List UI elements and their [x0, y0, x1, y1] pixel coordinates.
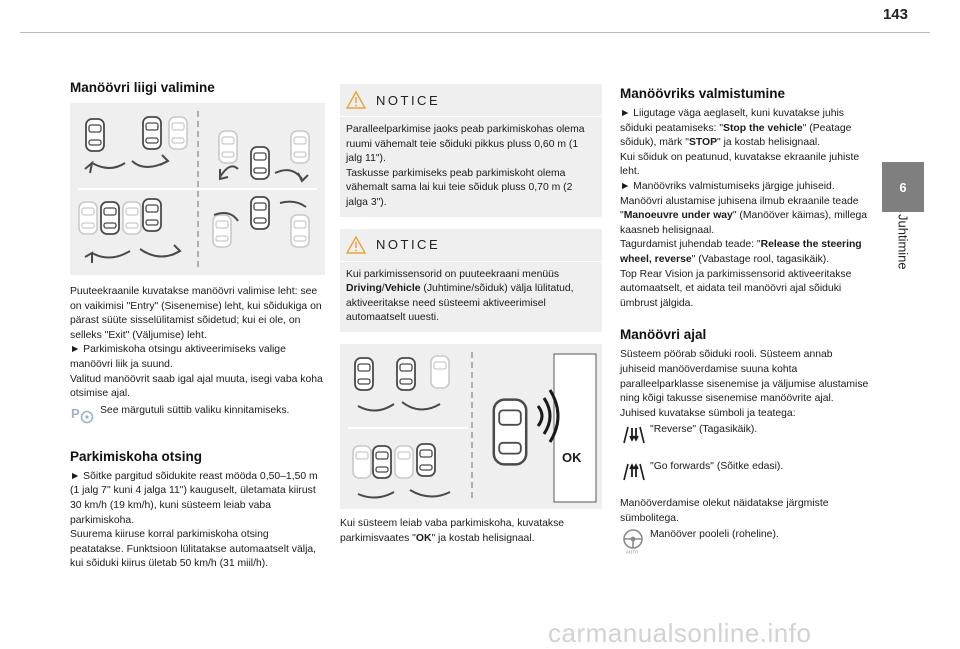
- symbol-row-confirm: [70, 404, 325, 429]
- paragraph-reverse-guidance: Tagurdamist juhendab teade: "Release the steering wheel, reverse" (Vabastage rool, tagasikäik).: [620, 239, 862, 265]
- symbol-row-reverse: [620, 423, 870, 450]
- notice-text-pocket: Taskusse parkimiseks peab parkimiskoht olema vähemalt sama lai kui teie sõiduk pluss 0,70 m (2 jalga 3").: [346, 167, 573, 208]
- paragraph-stop-instruction: ► Liigutage väga aeglaselt, kuni kuvatakse juhis sõiduki peatamiseks: "Stop the vehicle" (Peatage sõiduk), märk "STOP" ja kostab helisignaal.: [620, 108, 852, 149]
- notice-text-sensors: Kui parkimissensorid on puuteekraani menüüs Driving/Vehicle (Juhtimine/sõiduk) välja lülitatud, aktiveeritakse need süsteemi aktiveerimisel automaatselt uuesti.: [346, 268, 574, 324]
- ok-label: OK: [562, 449, 582, 465]
- symbol-text-in-progress: Manööver pooleli (roheline).: [650, 529, 779, 541]
- figure-space-found: [340, 344, 602, 509]
- park-assist-indicator-icon: [70, 404, 100, 429]
- notice-text-parallel: Paralleelparkimise jaoks peab parkimiskohas olema ruumi vähemalt teie sõiduki pikkus pluss 0,60 m (1 jalg 11").: [346, 124, 585, 165]
- paragraph-manoeuvre-start: Manöövri alustamise juhisena ilmub ekraanile teade "Manoeuvre under way" (Manööver käimas), millega kaasneb helisignaal.: [620, 195, 868, 236]
- reverse-arrows-icon: [620, 423, 650, 450]
- paragraph-drive-past: ► Sõitke pargitud sõidukite reast mööda 0,50–1,50 m (1 jalg 7" kuni 4 jalga 11") kauguselt, ületamata kiirust 30 km/h (19 km/h), kuni süsteem leiab vaba parkimiskoha.: [70, 470, 318, 526]
- figure-manoeuvre-types: [70, 103, 325, 275]
- paragraph-symbol-intro: Juhised kuvatakse sümboli ja teatega:: [620, 407, 796, 419]
- paragraph-top-rear-vision: Top Rear Vision ja parkimissensorid aktiveeritakse automaatselt, et aidata teil manöövri ajal sõiduki ümbrust jälgida.: [620, 268, 852, 309]
- column-middle: [340, 84, 602, 546]
- column-left: [70, 80, 325, 572]
- header-rule: [20, 32, 930, 33]
- paragraph-status-symbols: Manööverdamise olekut näidatakse järgmiste sümbolitega.: [620, 498, 829, 524]
- manoeuvre-illustration: [70, 103, 325, 275]
- heading-preparation: Manöövriks valmistumine: [620, 86, 786, 101]
- steering-wheel-auto-icon: [620, 528, 650, 559]
- svg-text:AUTO: AUTO: [626, 549, 639, 555]
- paragraph-selection-page: Puuteekraanile kuvatakse manöövri valimise leht: see on vaikimisi "Entry" (Sisenemise) leht, kui sõidukiga on pärast süüte sisselülitamist sõidetud; kui ei ole, on selleks "Exit" (Väljumise) leht.: [70, 286, 322, 341]
- notice-title: NOTICE: [376, 237, 441, 253]
- heading-during-manoeuvre: Manöövri ajal: [620, 327, 707, 343]
- paragraph-instructions-page: Kui sõiduk on peatunud, kuvatakse ekraanile juhiste leht.: [620, 151, 860, 178]
- symbol-text-reverse: "Reverse" (Tagasikäik).: [650, 424, 758, 436]
- paragraph-change-manoeuvre: Valitud manöövrit saab igal ajal muuta, isegi vaba koha otsimise ajal.: [70, 373, 323, 400]
- watermark: carmanualsonline.info: [548, 618, 812, 648]
- heading-space-search: Parkimiskoha otsing: [70, 448, 203, 464]
- symbol-text-forwards: "Go forwards" (Sõitke edasi).: [650, 461, 784, 473]
- symbol-row-in-progress: [620, 528, 870, 559]
- paragraph-follow-instructions: ► Manöövriks valmistumiseks järgige juhiseid.: [620, 180, 835, 192]
- notice-header: [340, 229, 602, 262]
- notice-header: [340, 84, 602, 117]
- chapter-tab: 6: [882, 162, 924, 212]
- notice-box-1: [340, 84, 602, 217]
- warning-triangle-icon: [346, 91, 366, 109]
- space-found-illustration: [340, 344, 602, 509]
- forward-arrows-icon: [620, 460, 650, 487]
- page-number: 143: [882, 6, 908, 23]
- paragraph-activate-search: ► Parkimiskoha otsingu aktiveerimiseks valige manöövri liik ja suund.: [70, 344, 286, 370]
- notice-box-2: [340, 229, 602, 332]
- svg-text:P: P: [71, 405, 80, 421]
- chapter-label: Juhtimine: [895, 214, 911, 270]
- paragraph-indicator: See märgutuli süttib valiku kinnitamiseks.: [100, 404, 290, 416]
- symbol-row-forwards: [620, 460, 870, 487]
- caption-space-found: Kui süsteem leiab vaba parkimiskoha, kuvatakse parkimisvaates "OK" ja kostab helisignaal.: [340, 517, 565, 544]
- paragraph-speed-limit: Suurema kiiruse korral parkimiskoha otsing peatatakse. Funktsioon lülitatakse automaatselt välja, kui sõiduki kiirus ületab 50 km/h (31 miil/h).: [70, 529, 317, 570]
- paragraph-steering: Süsteem pöörab sõiduki rooli. Süsteem annab juhiseid manööverdamise suuna kohta paralleelparklasse sisenemise ja väljumise alustamise ning kõigi takusse sisenemise manöövrite ajal.: [620, 349, 869, 405]
- warning-triangle-icon: [346, 236, 366, 254]
- column-right: [620, 86, 870, 561]
- notice-title: NOTICE: [376, 92, 441, 108]
- heading-manoeuvre-type: Manöövri liigi valimine: [70, 80, 215, 95]
